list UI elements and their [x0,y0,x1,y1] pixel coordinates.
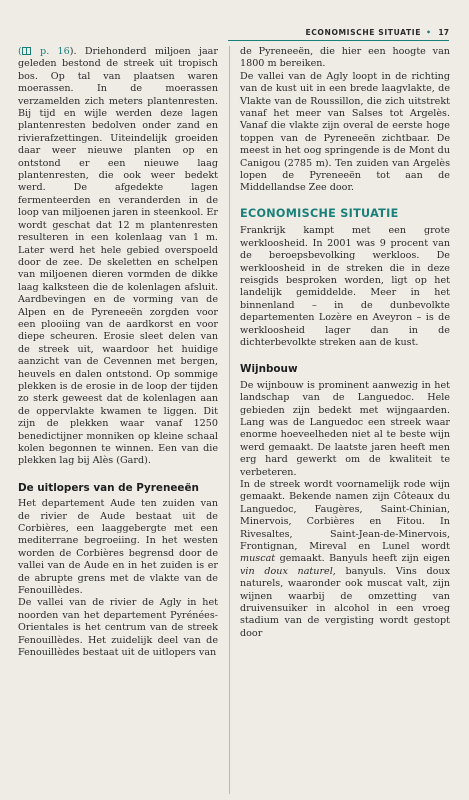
heading-economische-situatie: ECONOMISCHE SITUATIE [240,206,399,220]
paragraph-aude: Het departement Aude ten zuiden van de rivier de Aude bestaat uit de Corbières, een laaggebergte met een mediterrane begroeiing. In het westen worden de Corbières begrensd door de vallei van de Aude en in het zuiden is er de abrupte grens met de vlakte van de Fenouillèdes. [18,498,218,597]
term-vin-doux-naturel: vin doux naturel [240,565,333,577]
paragraph-werkloosheid: Frankrijk kampt met een grote werkloosheid. In 2001 was 9 procent van de beroepsbevolking werkloos. De werkloosheid in de streken die in deze reisgids besproken worden, ligt op het landelijk gemiddelde. Meer in het binnenland – in de dunbevolkte departementen Lozère en Aveyron – is de werkloosheid lager dan in de dichterbevolkte streken aan de kust. [240,225,450,348]
heading-uitlopers-pyreneeen: De uitlopers van de Pyreneeën [18,481,199,494]
paragraph-wijnbouw: De wijnbouw is prominent aanwezig in het landschap van de Languedoc. Hele gebieden zijn bedekt met wijngaarden. Lang was de Languedoc een streek waar enorme hoeveelheden niet al te beste wijn werd gemaakt. De laatste jaren heeft men erg hard gewerkt om de kwaliteit te verbeteren. [240,379,450,478]
paragraph-steenkool-text: ). Driehonderd miljoen jaar geleden bestond de streek uit tropisch bos. Op tal van plaatsen waren moerassen. In de moerassen verzamelden zich meters plantenresten. Bij tijd en wijle werden deze lagen plantenresten bedolven onder zand en rivierafzettingen. Uiteindelijk groeiden daar weer nieuwe planten op en ontstond er een nieuwe laag plantenresten, die ook weer bedekt werd. De afgedekte lagen fermenteerden en veranderden in de loop van miljoenen jaren in steenkool. Er wordt geschat dat 12 m plantenresten resulteren in een kolenlaag van 1 m. Later werd het hele gebied overspoeld door de zee. De skeletten en schelpen van miljoenen dieren vormden de dikke laag kalksteen die de kolenlagen afsluit. Aardbevingen en de vorming van de Alpen en de Pyreneeën zorgden voor een plooiing van de aardkorst en voor diepe scheuren. Erosie sleet delen van de streek uit, waardoor het huidige aanzicht van de Cevennen met bergen, heuvels en dalen ontstond. Op sommige plekken is de erosie in de loop der tijden zo sterk geweest dat de kolenlagen aan de oppervlakte kwamen te liggen. Dit zijn de plekken waar vanaf 1250 benedictijner monniken op kleine schaal kolen begonnen te winnen. Een van die plekken lag bij Alès (Gard). [18,46,218,467]
cross-reference[interactable]: ( p. 16 [18,46,70,57]
left-column [18,46,218,660]
text-segment: , banyuls. Vins doux naturels, waaronder ook muscat valt, zijn wijnen waarbij de omzetting van druivensuiker in alcohol in een vroeg stadium van de vergisting wordt gestopt door [240,565,450,639]
cross-reference-page: p. 16 [40,46,70,57]
paragraph-rode-wijn [240,479,450,640]
paragraph-agly: De vallei van de rivier de Agly in het noorden van het departement Pyrénées-Orientales is het centrum van de streek Fenouillèdes. Het zuidelijk deel van de Fenouillèdes bestaat uit de uitlopers van [18,597,218,659]
running-header-separator: • [426,28,431,37]
running-header-title: ECONOMISCHE SITUATIE [305,28,421,37]
header-rule [228,40,449,41]
paragraph-pyreneeen-hoogte: de Pyreneeën, die hier een hoogte van 1800 m bereiken. [240,46,450,70]
right-column [240,46,450,640]
column-divider [229,46,230,794]
text-segment: gemaakt. Banyuls heeft zijn eigen [275,553,450,565]
paragraph-steenkool [18,46,218,468]
running-header [0,0,469,44]
book-icon [22,47,31,55]
heading-wijnbouw: Wijnbouw [240,363,298,376]
page-number: 17 [438,28,449,37]
paragraph-vallei-agly: De vallei van de Agly loopt in de richting van de kust uit in een brede laagvlakte, de Vlakte van de Roussillon, die zich uitstrekt vanaf het meer van Salses tot Argelès. Vanaf die vlakte zijn overal de eerste hoge toppen van de Pyreneeën zichtbaar. De meest in het oog springende is de Mont du Canigou (2785 m). Ten zuiden van Argelès lopen de Pyreneeën tot aan de Middellandse Zee door. [240,70,450,194]
term-muscat: muscat [240,553,276,565]
text-segment: In de streek wordt voornamelijk rode wijn gemaakt. Bekende namen zijn Côteaux du Languedoc, Faugères, Saint-Chinian, Minervois, Corbières en Fitou. In Rivesaltes, Saint-Jean-de-Minervois, Frontignan, Mireval en Lunel wordt [240,479,450,553]
